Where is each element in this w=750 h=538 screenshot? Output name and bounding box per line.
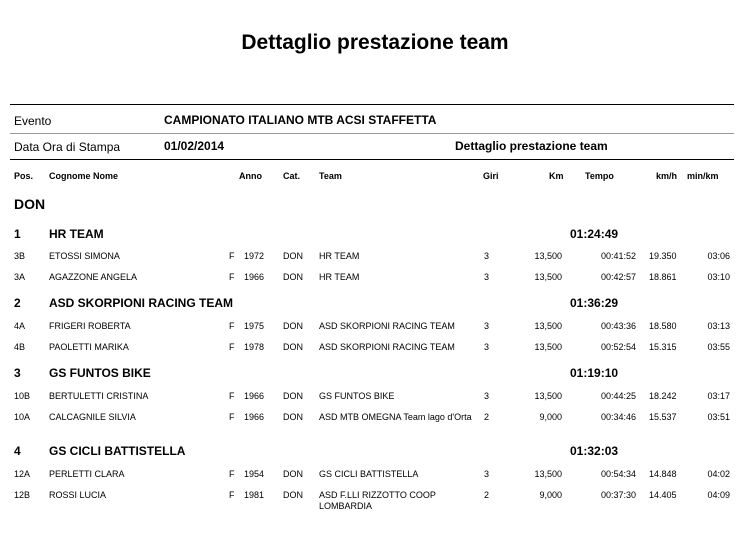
cell-km: 9,000 xyxy=(539,490,562,500)
cell-time: 00:37:30 xyxy=(600,490,636,500)
cell-sex: F xyxy=(229,342,235,352)
col-header-minkm: min/km xyxy=(687,171,719,181)
cell-laps: 3 xyxy=(484,391,490,401)
cell-name: PERLETTI CLARA xyxy=(49,469,125,479)
cell-minkm: 03:10 xyxy=(707,272,730,282)
cell-team: ASD SKORPIONI RACING TEAM xyxy=(319,321,455,331)
col-header-cat: Cat. xyxy=(283,171,301,181)
cell-pos: 3B xyxy=(14,251,26,261)
team-name: GS FUNTOS BIKE xyxy=(49,366,151,380)
cell-year: 1966 xyxy=(244,272,265,282)
cell-sex: F xyxy=(229,490,235,500)
print-date-value: 01/02/2014 xyxy=(164,139,225,153)
cell-kmh: 19.350 xyxy=(649,251,677,261)
col-header-kmh: km/h xyxy=(656,171,678,181)
cell-time: 00:54:34 xyxy=(600,469,636,479)
cell-cat: DON xyxy=(283,342,303,352)
cell-time: 00:52:54 xyxy=(600,342,636,352)
cell-laps: 3 xyxy=(484,272,490,282)
cell-cat: DON xyxy=(283,469,303,479)
cell-cat: DON xyxy=(283,412,303,422)
cell-name: BERTULETTI CRISTINA xyxy=(49,391,149,401)
cell-laps: 3 xyxy=(484,342,490,352)
team-pos: 2 xyxy=(14,296,21,310)
cell-name: CALCAGNILE SILVIA xyxy=(49,412,136,422)
cell-sex: F xyxy=(229,391,235,401)
cell-time: 00:34:46 xyxy=(600,412,636,422)
cell-team: ASD MTB OMEGNA Team lago d'Orta xyxy=(319,412,472,422)
cell-kmh: 15.315 xyxy=(649,342,677,352)
cell-year: 1978 xyxy=(244,342,265,352)
cell-name: FRIGERI ROBERTA xyxy=(49,321,131,331)
cell-laps: 3 xyxy=(484,321,490,331)
print-date-label: Data Ora di Stampa xyxy=(14,140,121,154)
cell-minkm: 04:09 xyxy=(707,490,730,500)
cell-cat: DON xyxy=(283,251,303,261)
cell-name: PAOLETTI MARIKA xyxy=(49,342,129,352)
cell-kmh: 18.242 xyxy=(649,391,677,401)
cell-kmh: 18.861 xyxy=(649,272,677,282)
team-time: 01:32:03 xyxy=(570,444,619,458)
cell-cat: DON xyxy=(283,321,303,331)
cell-laps: 2 xyxy=(484,490,490,500)
cell-laps: 2 xyxy=(484,412,490,422)
event-label: Evento xyxy=(14,114,52,128)
cell-sex: F xyxy=(229,469,235,479)
cell-year: 1972 xyxy=(244,251,265,261)
team-time: 01:24:49 xyxy=(570,227,619,241)
cell-cat: DON xyxy=(283,391,303,401)
cell-pos: 3A xyxy=(14,272,26,282)
cell-kmh: 15.537 xyxy=(649,412,677,422)
cell-kmh: 18.580 xyxy=(649,321,677,331)
cell-km: 13,500 xyxy=(534,342,562,352)
cell-pos: 10A xyxy=(14,412,31,422)
col-header-pos: Pos. xyxy=(14,171,34,181)
cell-team: ASD F.LLI RIZZOTTO COOP LOMBARDIA xyxy=(319,490,436,511)
col-header-name: Cognome Nome xyxy=(49,171,119,181)
cell-km: 13,500 xyxy=(534,321,562,331)
cell-sex: F xyxy=(229,321,235,331)
cell-minkm: 03:51 xyxy=(707,412,730,422)
cell-km: 13,500 xyxy=(534,272,562,282)
cell-kmh: 14.848 xyxy=(649,469,677,479)
cell-sex: F xyxy=(229,412,235,422)
cell-minkm: 03:55 xyxy=(707,342,730,352)
team-name: ASD SKORPIONI RACING TEAM xyxy=(49,296,234,310)
event-value: CAMPIONATO ITALIANO MTB ACSI STAFFETTA xyxy=(164,113,437,127)
cell-team: HR TEAM xyxy=(319,272,360,282)
cell-year: 1975 xyxy=(244,321,265,331)
cell-km: 13,500 xyxy=(534,251,562,261)
cell-name: AGAZZONE ANGELA xyxy=(49,272,138,282)
cell-time: 00:43:36 xyxy=(600,321,636,331)
divider xyxy=(10,159,734,160)
cell-minkm: 03:17 xyxy=(707,391,730,401)
team-pos: 3 xyxy=(14,366,21,380)
divider xyxy=(10,104,734,105)
cell-kmh: 14.405 xyxy=(649,490,677,500)
divider xyxy=(10,133,734,134)
cell-minkm: 03:13 xyxy=(707,321,730,331)
col-header-km: Km xyxy=(549,171,564,181)
cell-year: 1954 xyxy=(244,469,265,479)
cell-time: 00:42:57 xyxy=(600,272,636,282)
team-time: 01:36:29 xyxy=(570,296,619,310)
cell-km: 9,000 xyxy=(539,412,562,422)
cell-pos: 12A xyxy=(14,469,31,479)
cell-year: 1966 xyxy=(244,412,265,422)
cell-pos: 4B xyxy=(14,342,26,352)
cell-minkm: 03:06 xyxy=(707,251,730,261)
cell-team: GS FUNTOS BIKE xyxy=(319,391,395,401)
cell-time: 00:44:25 xyxy=(600,391,636,401)
col-header-team: Team xyxy=(319,171,342,181)
cell-team: GS CICLI BATTISTELLA xyxy=(319,469,419,479)
cell-time: 00:41:52 xyxy=(600,251,636,261)
category-title: DON xyxy=(14,196,46,212)
col-header-laps: Giri xyxy=(483,171,499,181)
cell-laps: 3 xyxy=(484,251,490,261)
cell-km: 13,500 xyxy=(534,391,562,401)
cell-team: ASD SKORPIONI RACING TEAM xyxy=(319,342,455,352)
cell-name: ROSSI LUCIA xyxy=(49,490,107,500)
report-subtitle: Dettaglio prestazione team xyxy=(455,139,608,153)
cell-minkm: 04:02 xyxy=(707,469,730,479)
team-pos: 1 xyxy=(14,227,21,241)
team-time: 01:19:10 xyxy=(570,366,619,380)
page-title: Dettaglio prestazione team xyxy=(241,31,509,54)
cell-team: HR TEAM xyxy=(319,251,360,261)
cell-pos: 12B xyxy=(14,490,31,500)
cell-pos: 10B xyxy=(14,391,31,401)
col-header-year: Anno xyxy=(239,171,262,181)
cell-cat: DON xyxy=(283,272,303,282)
cell-sex: F xyxy=(229,272,235,282)
cell-pos: 4A xyxy=(14,321,26,331)
col-header-time: Tempo xyxy=(585,171,614,181)
cell-km: 13,500 xyxy=(534,469,562,479)
cell-year: 1966 xyxy=(244,391,265,401)
cell-year: 1981 xyxy=(244,490,265,500)
team-pos: 4 xyxy=(14,444,21,458)
team-name: HR TEAM xyxy=(49,227,104,241)
cell-cat: DON xyxy=(283,490,303,500)
cell-sex: F xyxy=(229,251,235,261)
team-name: GS CICLI BATTISTELLA xyxy=(49,444,186,458)
cell-name: ETOSSI SIMONA xyxy=(49,251,120,261)
cell-laps: 3 xyxy=(484,469,490,479)
